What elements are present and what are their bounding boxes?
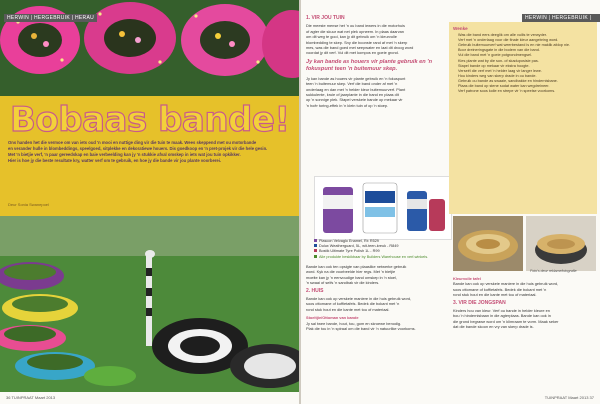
tip-item: • Stapel bande op mekaar vir ekstra hoogte. <box>458 64 593 69</box>
body-line: of agter die skuur wat net plek opneem. In plaas daarvan <box>306 28 404 34</box>
body-line: 'n swaai of selfs 'n sandbak vir die kinders. <box>306 280 380 286</box>
product-caption-list <box>314 239 450 260</box>
tip-item: • Hou kinders weg van skerp drade in ou bande. <box>458 74 593 79</box>
section-tab: HERWIN | HERGEBRUIK | <box>522 14 600 22</box>
body-line: op 'n sonnige plek. Stapel verskeie bande op mekaar vir <box>306 97 403 103</box>
intro-line: en verander hulle in blombeddings, speelgoed, sitplekke en dekoratiewe houers. Dis goedkoop en 'n pret-projek vir die hele gesin. <box>8 146 268 151</box>
article-column-2-bottom <box>453 276 597 330</box>
photo-credit: Foto's deur reklamefotografie <box>530 269 577 273</box>
tire-table-illustration <box>453 216 523 271</box>
body-line: mes, was die band goed met seepwater en laat dit droog word <box>306 44 414 50</box>
article-column-1-bottom <box>306 264 446 331</box>
tip-item: • Boor dreineringsgate in die bodem van die band. <box>458 48 593 53</box>
tire-ottoman-illustration <box>526 216 596 271</box>
body-line: Bande kan ook op verskeie maniere in die huis gebruik word, <box>306 295 412 301</box>
section-tab: HERWIN | HERGEBRUIK | HERAU <box>4 14 97 22</box>
section-heading: 1. VIR JOU TUIN <box>306 15 345 21</box>
body-line: Jy sal twee bande, hout, tou, gom en skroewe benodig. <box>306 320 402 326</box>
tips-title: Wenke <box>453 26 468 31</box>
subheading: Kleurvolle tafel <box>453 276 481 281</box>
body-line: onderlaag en dan met 'n helder kleur buitemuurverf. Plant <box>306 86 406 92</box>
body-line: soos ottomane of koffietafels. Bedek die bokant met 'n <box>306 301 400 307</box>
body-line: bou 'n hindernisbaan in die agterplaas. Bande kan ook in <box>453 313 551 319</box>
body-line: word. Kyk na die voorbeelde hier regs. Met 'n bietjie <box>306 269 396 275</box>
body-line: rond stuk hout en die kante met tou of materiaal. <box>306 306 390 312</box>
subheading: Stoeltjie/Ottoman van bande <box>306 315 359 321</box>
body-line: rond stuk hout en die kante met tou of materiaal. <box>453 292 537 298</box>
tip-item: • Verf met 'n onderlaag voor die finale kleur aangebring word. <box>458 38 593 43</box>
section-heading: 2. HUIS <box>306 287 324 294</box>
tip-item: • Verseël die verf met 'n helder laag vir langer lewe. <box>458 69 593 74</box>
product-caption: Dulux Weatherguard, 5L, wit-teen-kreuk - R849 <box>314 244 450 249</box>
tip-item: • Plaas die band op stene sodat water kan wegdreineer. <box>458 84 593 89</box>
body-line: blombedding te skep. Sny die boonste rand af met 'n skerp <box>306 39 408 45</box>
body-line: Bande kan ook ten opsigte van plaaslike netwerke gebruik <box>306 264 407 269</box>
page-number-left: 36 TUINPRAAT Maart 2013 <box>6 395 56 400</box>
body-line: om dit weg te gooi, kan jy dit gebruik om 'n kleurvolle <box>306 34 397 40</box>
tip-item: • Kies plante wat by die son- of skaduposisie pas. <box>458 59 593 64</box>
body-line: moeite kan jy 'n eenvoudige band omskep in 'n stoel, <box>306 274 398 280</box>
intro-line: Ons handen het die vermoe om van iets oud 'n mooi en nuttige ding vir die tuin te maak. Wees skeppend met ou motorbande <box>8 140 257 145</box>
body-line: Kinders hou van kleur. Verf ou bande in helder kleure en <box>453 307 550 313</box>
bullet-icon <box>314 239 317 242</box>
tips-box <box>449 22 597 214</box>
tire-ottoman-photo <box>526 216 596 271</box>
tips-list <box>449 33 597 94</box>
author-credit: Deur Sonia Swanepoel <box>8 202 49 207</box>
body-line: 'n hoër toring-effek in 'n klein tuin of op 'n stoep. <box>306 102 389 108</box>
garden-illustration <box>0 216 299 392</box>
tip-item: • Verf patrone soos kolle en strepe vir 'n speelse voorkoms. <box>458 89 593 94</box>
body-line: teen 'n buitemuur skep. Verf die band onder af met 'n <box>306 81 398 87</box>
body-line: Jy kan bande as houers vir plante gebruik en 'n fokuspunt <box>306 75 406 81</box>
section-heading: 3. VIR DIE JONGSPAN <box>453 299 506 306</box>
body-line: dat die bande skoon en vry van skerp drade is. <box>453 324 534 330</box>
paint-tins-illustration <box>315 177 451 239</box>
body-line: soos ottomane of koffietafels. Bedek die bokant met 'n <box>453 286 547 292</box>
body-line: voordat jy dit verf. Vul dit met kompos en goeie grond. <box>306 50 399 56</box>
tip-item: • Vul die band met 'n goeie potgrondmengsel. <box>458 53 593 58</box>
intro-line: Hier is hoe jy die beste resultate kry, watter verf om te gebruik, en hoe jy die bande vir jou plante voorberei. <box>8 158 222 163</box>
body-line: Die meeste mense het 'n ou band iewers in die motorhuis <box>306 23 405 29</box>
intro-line: Met 'n bietjie verf, 'n paar gereedskap en baie verbeelding kan jy 'n stukkie afval omskep in iets wat jou tuin opkikker. <box>8 152 241 157</box>
bullet-icon <box>314 255 317 258</box>
page-number-right: TUINPRAAT Maart 2013 37 <box>544 395 594 400</box>
bullet-icon <box>314 249 317 252</box>
article-column-1 <box>306 16 444 108</box>
product-caption: Alle produkte beskikbaar by Builders Warehouse en verf-winkels. <box>314 255 450 260</box>
pull-quote: Jy kan bande as houers vir plante gebruik en 'n fokuspunt teen 'n buitemuur skep. <box>306 58 432 72</box>
body-line: Plak die tou in 'n spiraal om die band vir 'n natuurlike voorkoms. <box>306 325 416 331</box>
body-line: sukkulente, kruie of jaarplante in die band en plaas dit <box>306 91 399 97</box>
tip-item: • Gebruik buitemuurverf wat weerbestand is en nie maklik afdop nie. <box>458 43 593 48</box>
bullet-icon <box>314 244 317 247</box>
paint-products-photo <box>314 176 452 240</box>
tip-item: • Gebruik ou bande as swaaie, sandbakke en hindernisbane. <box>458 79 593 84</box>
tire-table-photo <box>453 216 523 271</box>
tip-item: • Was die band eers deeglik om alle vuilis te verwyder. <box>458 33 593 38</box>
left-page <box>0 0 299 404</box>
body-line: Bande kan ook op verskeie maniere in die huis gebruik word, <box>453 281 559 287</box>
page-title: Bobaas bande! <box>10 100 290 140</box>
product-caption: Plascon Velvaglo Enamel, R± R529 <box>314 239 450 244</box>
body-line: die grond begrawe word om 'n klimraam te vorm. Maak seker <box>453 318 559 324</box>
garden-tires-photo <box>0 216 299 392</box>
product-caption: Bostik Ultimate Tyre Polish 1L - R99 <box>314 249 450 254</box>
intro-text <box>8 140 292 164</box>
